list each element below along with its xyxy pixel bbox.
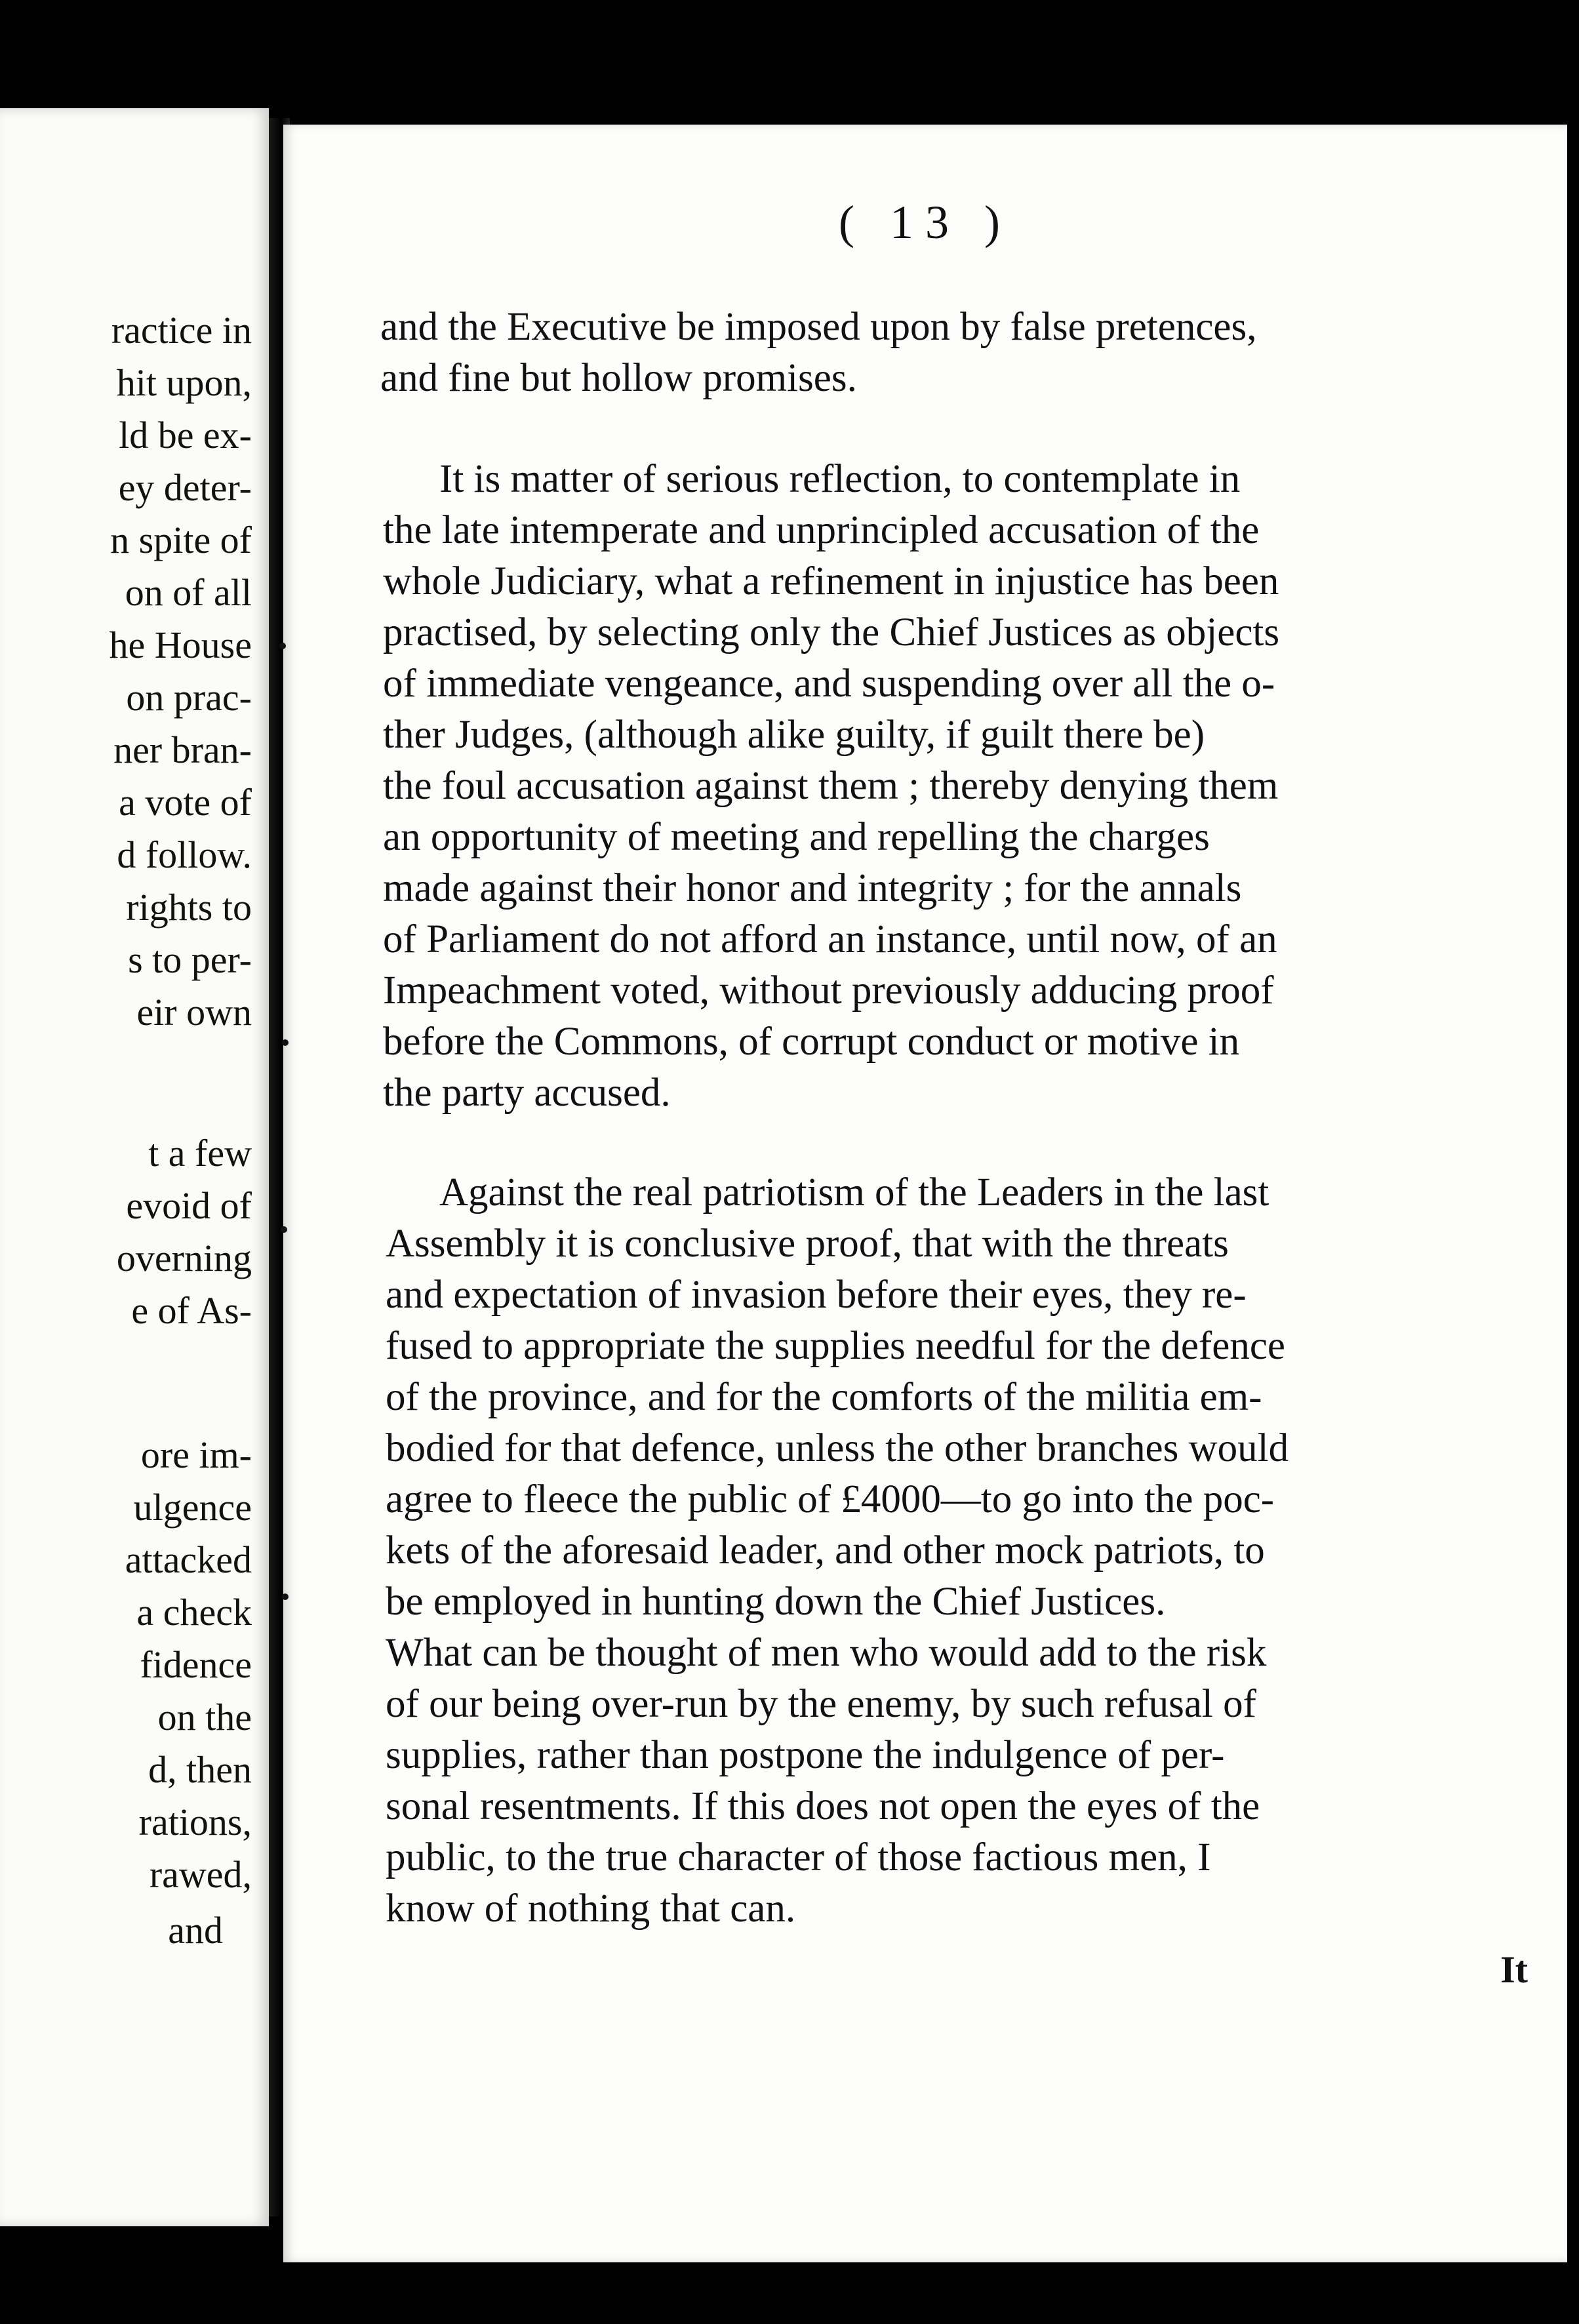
text-line: supplies, rather than postpone the indulgence of per- xyxy=(386,1733,1225,1777)
text-line: before the Commons, of corrupt conduct or motive in xyxy=(383,1020,1240,1064)
binding-mark xyxy=(282,1593,289,1600)
left-line: d, then xyxy=(148,1748,252,1791)
left-line: ulgence xyxy=(133,1486,252,1529)
binding-mark xyxy=(282,1039,289,1046)
text-line: of our being over-run by the enemy, by such refusal of xyxy=(386,1682,1256,1726)
left-page xyxy=(0,108,269,2226)
left-line: on the xyxy=(157,1696,252,1738)
left-line: ey deter- xyxy=(118,466,252,509)
text-line: of Parliament do not afford an instance, until now, of an xyxy=(383,917,1277,961)
left-line: t a few xyxy=(148,1132,252,1174)
text-line: Assembly it is conclusive proof, that with the threats xyxy=(386,1222,1229,1266)
text-line: of the province, and for the comforts of the militia em- xyxy=(386,1375,1262,1419)
left-line: on of all xyxy=(125,571,252,614)
text-line: Impeachment voted, without previously adducing proof xyxy=(383,969,1274,1012)
left-line: hit upon, xyxy=(116,361,252,404)
text-line: bodied for that defence, unless the other branches would xyxy=(386,1426,1289,1470)
text-line: the party accused. xyxy=(383,1071,671,1115)
left-line: e of As- xyxy=(131,1289,252,1332)
page-number: ( 13 ) xyxy=(839,196,1012,249)
left-line: ore im- xyxy=(140,1433,252,1476)
text-line: kets of the aforesaid leader, and other mock patriots, to xyxy=(386,1529,1265,1573)
text-line: sonal resentments. If this does not open the eyes of the xyxy=(386,1784,1260,1828)
left-line: overning xyxy=(116,1237,252,1279)
text-line: be employed in hunting down the Chief Justices. xyxy=(386,1580,1166,1624)
text-line: made against their honor and integrity ; for the annals xyxy=(383,866,1242,910)
left-line: rawed, xyxy=(149,1853,252,1896)
left-line: fidence xyxy=(140,1643,252,1686)
left-line: rights to xyxy=(126,886,252,929)
left-line: ner bran- xyxy=(113,729,252,771)
left-line: a check xyxy=(136,1591,252,1633)
left-line: s to per- xyxy=(128,938,252,981)
text-line: What can be thought of men who would add to the risk xyxy=(386,1631,1267,1675)
left-line: and xyxy=(168,1909,223,1952)
left-line: attacked xyxy=(125,1538,252,1581)
text-line: Against the real patriotism of the Leaders in the last xyxy=(439,1171,1269,1214)
text-line: the late intemperate and unprincipled accusation of the xyxy=(383,508,1260,552)
text-line: whole Judiciary, what a refinement in injustice has been xyxy=(383,559,1279,603)
text-line: agree to fleece the public of £4000—to go into the poc- xyxy=(386,1477,1275,1521)
left-line: ractice in xyxy=(111,309,252,351)
binding-mark xyxy=(279,643,286,649)
text-line: public, to the true character of those factious men, I xyxy=(386,1835,1211,1879)
text-line: the foul accusation against them ; thereby denying them xyxy=(383,764,1279,808)
text-line: know of nothing that can. xyxy=(386,1887,796,1931)
left-line: a vote of xyxy=(119,781,252,824)
left-line: ld be ex- xyxy=(119,414,252,456)
right-page xyxy=(283,125,1567,2262)
text-line: and fine but hollow promises. xyxy=(380,356,857,400)
catchword: It xyxy=(1500,1948,1528,1991)
left-line: on prac- xyxy=(126,676,252,719)
left-line: he House xyxy=(109,624,252,666)
text-line: fused to appropriate the supplies needful for the defence xyxy=(386,1324,1285,1368)
text-line: It is matter of serious reflection, to contemplate in xyxy=(439,457,1241,501)
text-line: and the Executive be imposed upon by false pretences, xyxy=(380,305,1257,349)
left-line: rations, xyxy=(138,1801,252,1843)
text-line: ther Judges, (although alike guilty, if guilt there be) xyxy=(383,713,1205,757)
left-line: d follow. xyxy=(117,833,252,876)
left-line: n spite of xyxy=(110,519,252,561)
text-line: practised, by selecting only the Chief Justices as objects xyxy=(383,611,1280,654)
binding-mark xyxy=(281,1226,287,1233)
text-line: and expectation of invasion before their eyes, they re- xyxy=(386,1273,1247,1317)
left-line: eir own xyxy=(136,991,252,1033)
text-line: an opportunity of meeting and repelling the charges xyxy=(383,815,1210,859)
left-line: evoid of xyxy=(126,1184,252,1227)
text-line: of immediate vengeance, and suspending over all the o- xyxy=(383,662,1275,706)
